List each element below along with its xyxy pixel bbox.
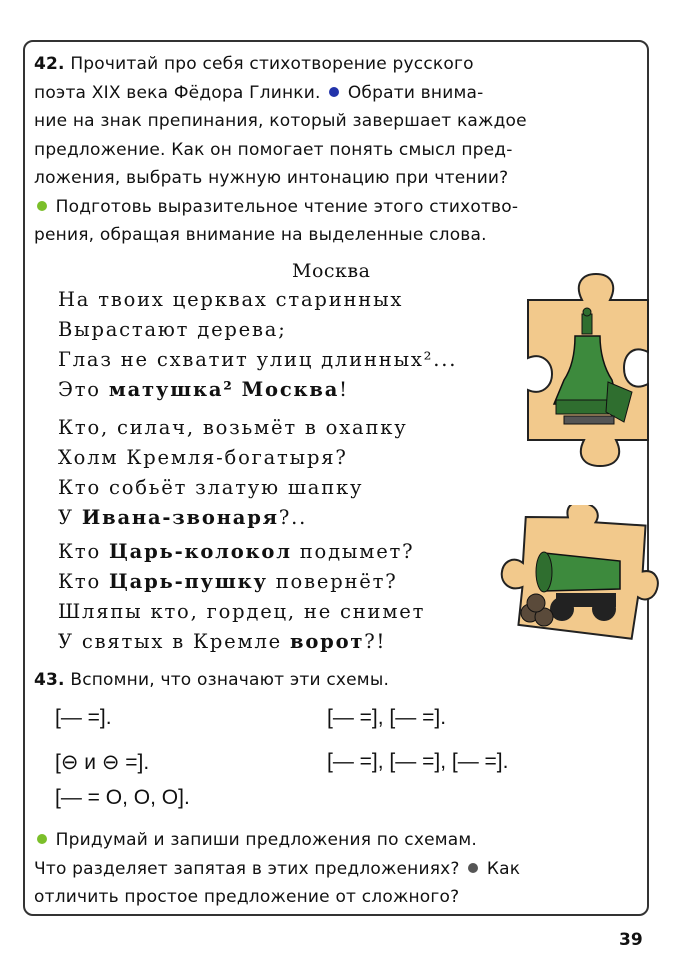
task-42-text-2a: поэта XIX века Фёдора Глинки. [34, 82, 321, 103]
task-42-text-3: ние на знак препинания, который завершает каждое [34, 111, 527, 131]
poem-line [58, 570, 397, 593]
task-42 [34, 50, 644, 250]
task-43-number: 43. [34, 670, 65, 690]
poem-line [58, 540, 414, 563]
poem-bold-word: матушка² [108, 378, 234, 401]
task-43-followup [34, 826, 644, 912]
task-43-text: Вспомни, что означают эти схемы. [70, 670, 390, 690]
poem-bold-word: Москва [241, 378, 340, 401]
scheme-4: [— =], [— =], [— =]. [327, 750, 509, 773]
puzzle-cannon-illustration [500, 505, 660, 645]
task-43-after-1 [34, 826, 644, 855]
poem-bold-word: ворот [289, 630, 365, 653]
poem-text: ?! [364, 630, 387, 653]
poem-line: Кто, силач, возьмёт в охапку [58, 416, 408, 439]
poem-line: Глаз не схватит улиц длинных²... [58, 348, 458, 371]
scheme-3: [⊖ и ⊖ =]. [55, 751, 150, 774]
poem-text: повернёт? [267, 570, 398, 593]
task-43-after-text-1: Придумай и запиши предложения по схемам. [55, 830, 478, 850]
task-42-text-4: предложение. Как он помогает понять смысл пред- [34, 139, 513, 160]
task-42-text-2b: Обрати внима- [347, 82, 484, 103]
poem-line: Холм Кремля-богатыря? [58, 446, 348, 469]
poem-text: ! [339, 378, 349, 401]
poem-line [58, 378, 349, 401]
task-43 [34, 666, 644, 695]
task-42-line-1 [34, 50, 644, 79]
scheme-1: [— =]. [55, 706, 112, 729]
task-43-after-text-2b: Как [486, 858, 521, 879]
poem-line: На твоих церквах старинных [58, 288, 404, 311]
task-43-after-text-3: отличить простое предложение от сложного? [34, 887, 460, 907]
poem-line: Кто собьёт златую шапку [58, 476, 364, 499]
poem-line [58, 506, 307, 529]
poem-text: Кто [58, 570, 110, 593]
task-43-line [34, 666, 644, 695]
task-42-text-1: Прочитай про себя стихотворение русского [70, 54, 474, 74]
scheme-5: [— = O, O, O]. [55, 786, 190, 809]
task-42-line-2 [34, 79, 644, 108]
scheme-2: [— =], [— =]. [327, 706, 447, 729]
poem-text: У [58, 506, 82, 529]
poem-text: Это [58, 378, 109, 401]
task-42-text-5: ложения, выбрать нужную интонацию при чтении? [34, 168, 509, 188]
task-43-after-text-2a: Что разделяет запятая в этих предложениях? [34, 858, 460, 879]
task-42-text-6: Подготовь выразительное чтение этого стихотво- [55, 196, 519, 217]
poem-line [58, 630, 386, 653]
page-number: 39 [619, 930, 643, 950]
poem-line: Вырастают дерева; [58, 318, 287, 341]
task-42-line-6 [34, 193, 644, 222]
blue-dot-icon [329, 87, 339, 97]
poem-bold-word: Царь-колокол [109, 540, 292, 563]
poem-text: ?.. [278, 506, 308, 529]
poem-text: Кто [58, 540, 110, 563]
task-42-text-7: рения, обращая внимание на выделенные слова. [34, 225, 487, 245]
poem-text: подымет? [291, 540, 415, 563]
task-43-after-2 [34, 855, 644, 884]
poem-text: У святых в Кремле [58, 630, 290, 653]
poem-title: Москва [292, 260, 371, 282]
green-dot-icon [37, 834, 47, 844]
gray-dot-icon [468, 863, 478, 873]
poem-bold-word: Царь-пушку [109, 570, 268, 593]
poem-bold-word: Ивана-звонаря [81, 506, 279, 529]
puzzle-bell-illustration [520, 272, 655, 467]
task-42-number: 42. [34, 54, 65, 74]
poem-line: Шляпы кто, гордец, не снимет [58, 600, 426, 623]
green-dot-icon [37, 201, 47, 211]
